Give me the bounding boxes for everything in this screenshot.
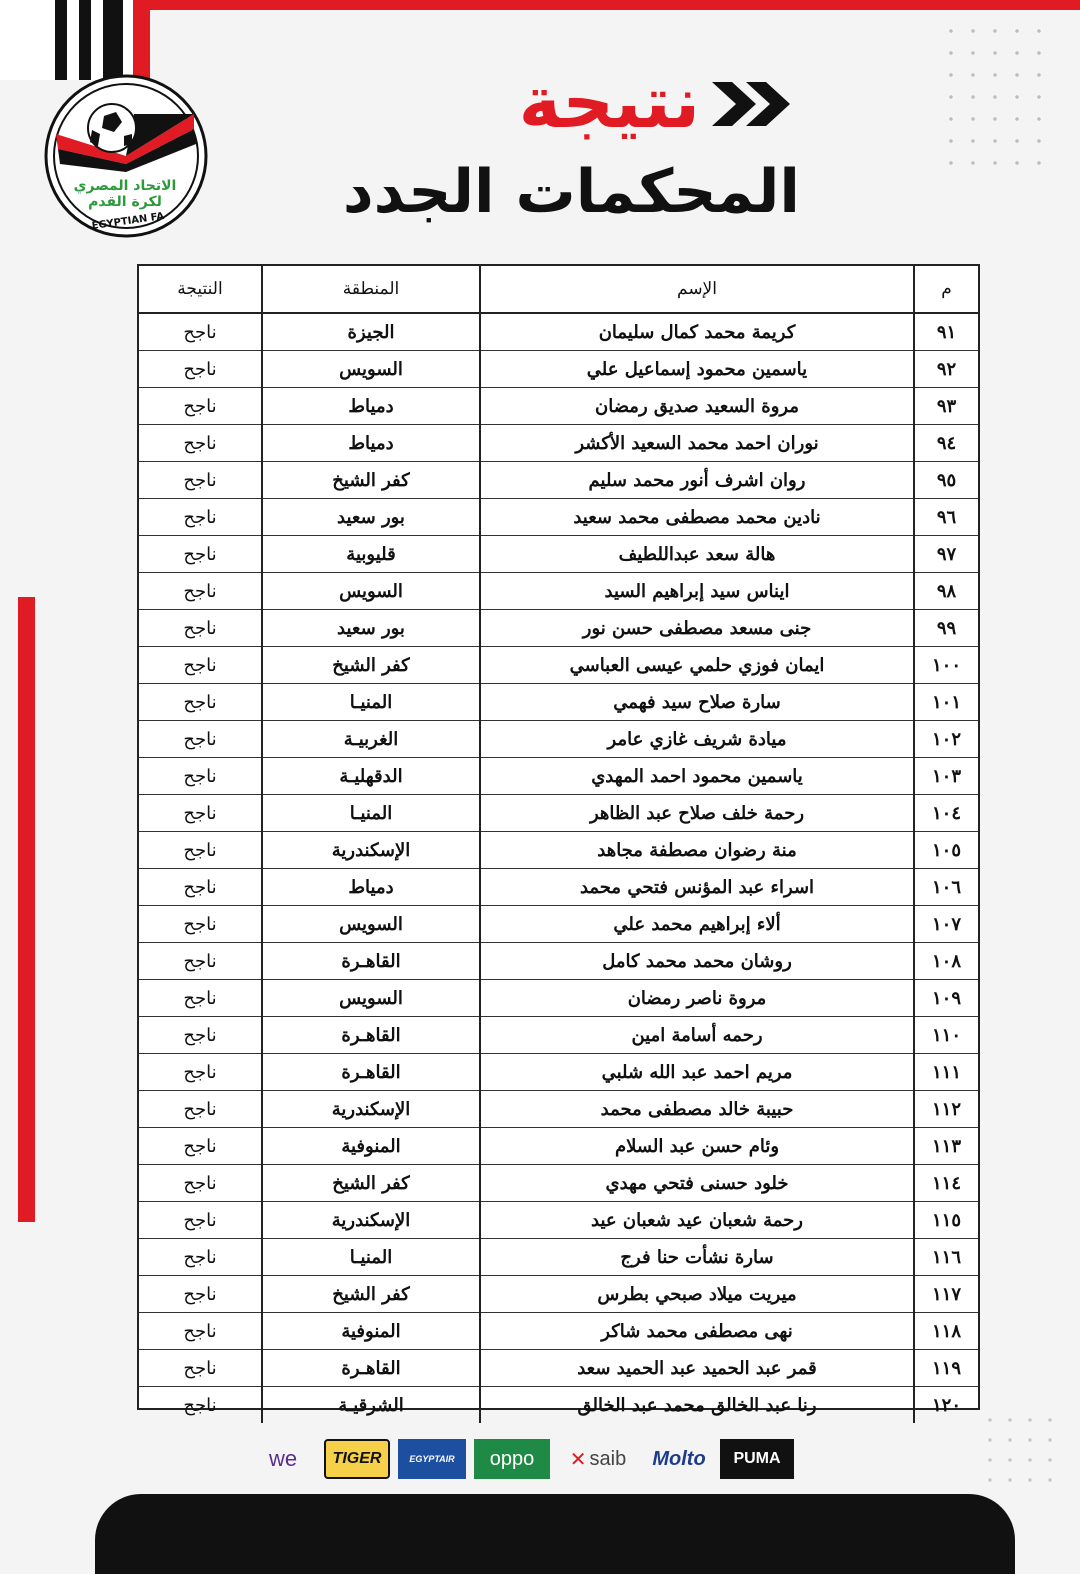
row-number: ١١٢ (914, 1091, 978, 1128)
header-result: النتيجة (139, 266, 262, 313)
row-region: المنوفية (262, 1313, 480, 1350)
row-region: الإسكندرية (262, 1202, 480, 1239)
row-result: ناجح (139, 536, 262, 573)
row-result: ناجح (183, 1394, 217, 1416)
row-name: ميادة شريف غازي عامر (480, 721, 914, 758)
row-number: ١٠٤ (914, 795, 978, 832)
row-number: ١٠٧ (914, 906, 978, 943)
row-result: ناجح (139, 869, 262, 906)
row-region: كفر الشيخ (262, 1276, 480, 1313)
table-row (139, 1054, 978, 1091)
row-region: بور سعيد (262, 499, 480, 536)
row-result: ناجح (139, 795, 262, 832)
row-result: ناجح (139, 943, 262, 980)
row-name: ألاء إبراهيم محمد علي (480, 906, 914, 943)
row-region: الإسكندرية (262, 1091, 480, 1128)
row-name: وئام حسن عبد السلام (480, 1128, 914, 1165)
row-number: ١١٠ (914, 1017, 978, 1054)
row-region: كفر الشيخ (262, 462, 480, 499)
row-result: ناجح (139, 832, 262, 869)
row-name: مروة ناصر رمضان (480, 980, 914, 1017)
row-result: ناجح (139, 1054, 262, 1091)
row-region: الجيزة (262, 313, 480, 351)
row-number: ١٠٠ (914, 647, 978, 684)
table-row (139, 425, 978, 462)
results-table (137, 264, 980, 1416)
row-number: ١٠٩ (914, 980, 978, 1017)
row-region: القاهـرة (262, 1054, 480, 1091)
table-header-row (139, 266, 978, 313)
sponsor-oppo-logo: oppo (474, 1439, 550, 1479)
row-name: روشان محمد محمد كامل (480, 943, 914, 980)
row-name: حبيبة خالد مصطفى محمد (480, 1091, 914, 1128)
row-number: ٩٩ (914, 610, 978, 647)
row-number: ٩٦ (914, 499, 978, 536)
row-name: رنا عبد الخالق محمد عبد الخالق (480, 1387, 914, 1424)
row-result: ناجح (139, 684, 262, 721)
row-number: ١١٧ (914, 1276, 978, 1313)
row-number: ٩٣ (914, 388, 978, 425)
row-number: ٩١ (914, 313, 978, 351)
table-row (139, 1017, 978, 1054)
row-number: ٩٧ (914, 536, 978, 573)
table-row (139, 1313, 978, 1350)
row-name: ميريت ميلاد صبحي بطرس (480, 1276, 914, 1313)
page-title: المحكمات الجدد (342, 157, 800, 227)
row-region: السويس (262, 573, 480, 610)
row-name: اسراء عبد المؤنس فتحي محمد (480, 869, 914, 906)
row-name: نادين محمد مصطفى محمد سعيد (480, 499, 914, 536)
header-name: الإسم (480, 266, 914, 313)
table-row (139, 943, 978, 980)
sponsor-puma-logo: PUMA (720, 1439, 794, 1479)
row-number: ١٠٥ (914, 832, 978, 869)
row-result: ناجح (139, 1165, 262, 1202)
row-result: ناجح (139, 388, 262, 425)
header-num: م (914, 266, 978, 313)
row-number: ٩٨ (914, 573, 978, 610)
table-row (139, 647, 978, 684)
row-name: قمر عبد الحميد عبد الحميد سعد (480, 1350, 914, 1387)
row-name: روان اشرف أنور محمد سليم (480, 462, 914, 499)
row-region: القاهـرة (262, 943, 480, 980)
row-region: السويس (262, 906, 480, 943)
sponsor-saib-logo: ✕ saib (569, 1447, 627, 1471)
row-region: قليوبية (262, 536, 480, 573)
row-number: ٩٤ (914, 425, 978, 462)
row-result: ناجح (139, 462, 262, 499)
row-number: ١١٥ (914, 1202, 978, 1239)
row-result: ناجح (139, 1128, 262, 1165)
row-result: ناجح (139, 1202, 262, 1239)
table-row (139, 795, 978, 832)
row-name: ايناس سيد إبراهيم السيد (480, 573, 914, 610)
row-region: المنيـا (262, 1239, 480, 1276)
bottom-black-arc (95, 1494, 1015, 1574)
table-row (139, 1239, 978, 1276)
top-red-bar (150, 0, 1080, 10)
row-name: خلود حسنى فتحي مهدي (480, 1165, 914, 1202)
side-red-bar (18, 597, 35, 1222)
table-row (139, 499, 978, 536)
row-result: ناجح (139, 351, 262, 388)
title-red: نتيجة (518, 60, 700, 144)
table-row (139, 684, 978, 721)
sponsor-strip (250, 1436, 810, 1482)
row-region: الشرقيـة (262, 1387, 480, 1424)
row-name: ايمان فوزي حلمي عيسى العباسي (480, 647, 914, 684)
row-number: ٩٥ (914, 462, 978, 499)
flag-stripes (0, 0, 150, 80)
row-region: القاهـرة (262, 1350, 480, 1387)
row-region: بور سعيد (262, 610, 480, 647)
row-name: رحمه أسامة امين (480, 1017, 914, 1054)
table-row (139, 462, 978, 499)
row-region: الإسكندرية (262, 832, 480, 869)
row-name: جنى مسعد مصطفى حسن نور (480, 610, 914, 647)
row-result: ناجح (139, 1350, 262, 1387)
table-row (139, 869, 978, 906)
row-name: سارة صلاح سيد فهمي (480, 684, 914, 721)
row-region: السويس (262, 980, 480, 1017)
row-name: رحمة شعبان عيد شعبان عيد (480, 1202, 914, 1239)
table-row (139, 1387, 978, 1424)
row-region: المنيـا (262, 684, 480, 721)
row-region: دمياط (262, 869, 480, 906)
row-number: ١١٦ (914, 1239, 978, 1276)
row-number: ٩٢ (914, 351, 978, 388)
double-chevron-icon (706, 74, 802, 134)
table-row (139, 832, 978, 869)
table-row (139, 980, 978, 1017)
row-number: ١١٨ (914, 1313, 978, 1350)
row-result: ناجح (139, 1017, 262, 1054)
table-row (139, 758, 978, 795)
title-block (420, 56, 810, 148)
header-region: المنطقة (262, 266, 480, 313)
row-result: ناجح (139, 1091, 262, 1128)
row-number: ١١٣ (914, 1128, 978, 1165)
row-result: ناجح (139, 425, 262, 462)
row-name: مروة السعيد صديق رمضان (480, 388, 914, 425)
table-row (139, 721, 978, 758)
table-row (139, 1202, 978, 1239)
row-number: ١١٩ (914, 1350, 978, 1387)
logo-text-english: EGYPTIAN FA (91, 210, 165, 233)
row-result: ناجح (139, 1276, 262, 1313)
table-row (139, 536, 978, 573)
logo-text-arabic (62, 178, 188, 210)
table-row (139, 1165, 978, 1202)
row-name: منة رضوان مصطفة مجاهد (480, 832, 914, 869)
table-row (139, 1276, 978, 1313)
sponsor-we-logo: we (268, 1446, 298, 1471)
row-region: دمياط (262, 388, 480, 425)
row-name: ياسمين محمود احمد المهدي (480, 758, 914, 795)
row-region: دمياط (262, 425, 480, 462)
logo-text-line2: لكرة القدم (88, 194, 162, 210)
row-name: ياسمين محمود إسماعيل علي (480, 351, 914, 388)
table-row (139, 1128, 978, 1165)
table-row (139, 313, 978, 351)
row-name: سارة نشأت حنا فرج (480, 1239, 914, 1276)
row-result: ناجح (139, 1239, 262, 1276)
row-result: ناجح (139, 499, 262, 536)
row-number: ١١٤ (914, 1165, 978, 1202)
table-row (139, 388, 978, 425)
row-result: ناجح (139, 758, 262, 795)
row-number: ١٠٣ (914, 758, 978, 795)
row-result: ناجح (139, 573, 262, 610)
row-name: هالة سعد عبداللطيف (480, 536, 914, 573)
row-region: القاهـرة (262, 1017, 480, 1054)
row-name: نوران احمد محمد السعيد الأكشر (480, 425, 914, 462)
row-number: ١٠٦ (914, 869, 978, 906)
table-row (139, 906, 978, 943)
row-number: ١٠٢ (914, 721, 978, 758)
row-number: ١٢٠ (914, 1387, 978, 1424)
row-result: ناجح (139, 721, 262, 758)
row-region: المنيـا (262, 795, 480, 832)
logo-text-line1: الاتحاد المصري (73, 178, 177, 194)
row-name: مريم احمد عبد الله شلبي (480, 1054, 914, 1091)
row-region: السويس (262, 351, 480, 388)
row-result: ناجح (139, 980, 262, 1017)
row-result: ناجح (139, 906, 262, 943)
sponsor-egyptair-logo: EGYPTAIR (398, 1439, 466, 1479)
row-region: كفر الشيخ (262, 1165, 480, 1202)
row-number: ١٠٨ (914, 943, 978, 980)
dot-pattern-bottom (980, 1410, 1060, 1490)
table-row (139, 351, 978, 388)
row-name: رحمة خلف صلاح عبد الظاهر (480, 795, 914, 832)
row-region: كفر الشيخ (262, 647, 480, 684)
row-region: المنوفية (262, 1128, 480, 1165)
row-name: نهى مصطفى محمد شاكر (480, 1313, 914, 1350)
table-row (139, 573, 978, 610)
row-number: ١١١ (914, 1054, 978, 1091)
table-row (139, 1350, 978, 1387)
row-region: الغربيـة (262, 721, 480, 758)
row-result: ناجح (139, 313, 262, 351)
table-row (139, 610, 978, 647)
sponsor-tiger-logo: TIGER (324, 1439, 390, 1479)
table-row (139, 1091, 978, 1128)
egyptian-fa-logo (44, 74, 208, 238)
sponsor-molto-logo: Molto (652, 1447, 706, 1470)
row-name: كريمة محمد كمال سليمان (480, 313, 914, 351)
row-number: ١٠١ (914, 684, 978, 721)
row-region: الدقهليـة (262, 758, 480, 795)
row-result: ناجح (139, 610, 262, 647)
row-result: ناجح (139, 1313, 262, 1350)
dot-pattern (940, 20, 1050, 180)
row-result: ناجح (139, 647, 262, 684)
